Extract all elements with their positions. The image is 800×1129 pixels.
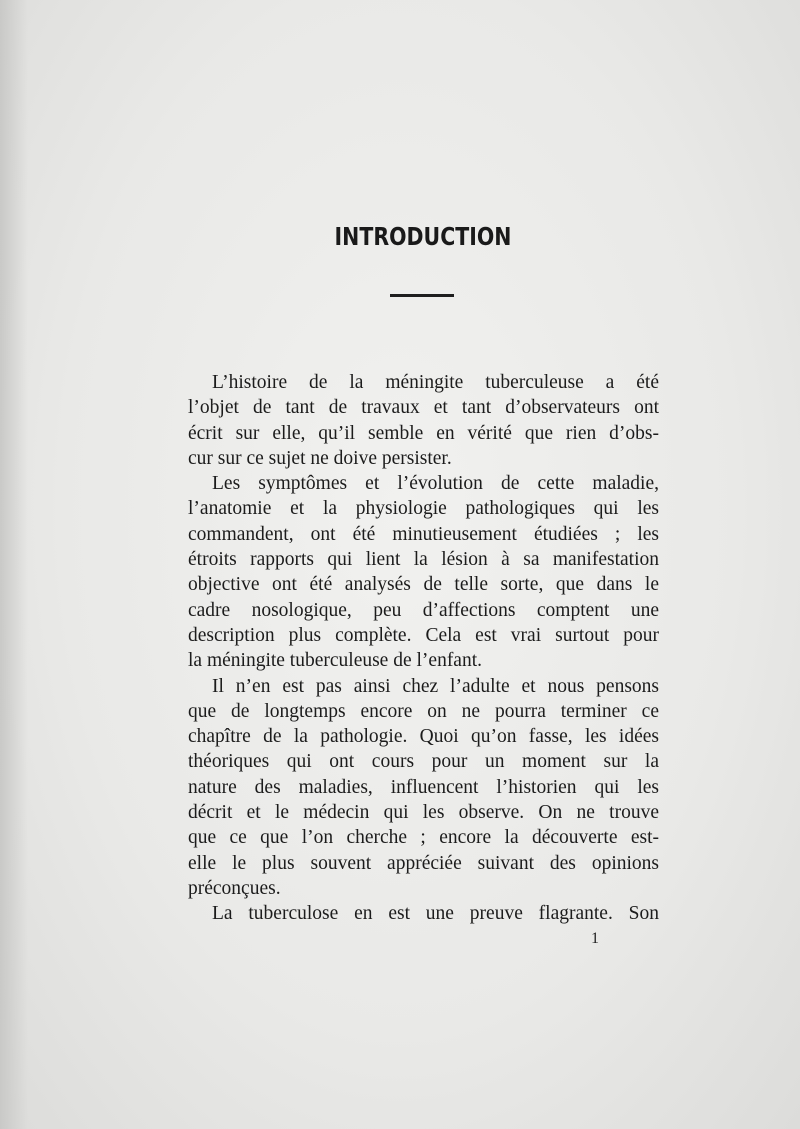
text-line: chapître de la pathologie. Quoi qu’on fasse, les idées xyxy=(188,726,659,748)
body-text xyxy=(188,370,659,927)
text-line: que ce que l’on cherche ; encore la découverte est- xyxy=(188,827,659,849)
text-line: l’objet de tant de travaux et tant d’observateurs ont xyxy=(188,397,659,419)
text-line: elle le plus souvent appréciée suivant des opinions xyxy=(188,852,659,874)
paragraph-2 xyxy=(188,471,659,673)
text-line: commandent, ont été minutieusement étudiées ; les xyxy=(188,523,659,545)
text-line: la méningite tuberculeuse de l’enfant. xyxy=(188,650,483,672)
page-number: 1 xyxy=(591,930,599,947)
text-line: objective ont été analysés de telle sorte, que dans le xyxy=(188,574,659,596)
paragraph-3 xyxy=(188,674,659,902)
paragraph-1 xyxy=(188,370,659,471)
text-line: nature des maladies, influencent l’historien qui les xyxy=(188,776,659,798)
text-line: cur sur ce sujet ne doive persister. xyxy=(188,447,452,469)
text-line: description plus complète. Cela est vrai surtout pour xyxy=(188,624,659,646)
text-line: théoriques qui ont cours pour un moment sur la xyxy=(188,751,659,773)
text-line: L’histoire de la méningite tuberculeuse a été xyxy=(212,372,659,393)
title-rule xyxy=(390,294,454,297)
text-line: Les symptômes et l’évolution de cette maladie, xyxy=(212,473,659,495)
text-line: l’anatomie et la physiologie pathologiques qui les xyxy=(188,498,659,520)
text-line: préconçues. xyxy=(188,877,281,899)
page-gutter-shadow xyxy=(0,0,28,1129)
text-line: décrit et le médecin qui les observe. On ne trouve xyxy=(188,802,659,824)
text-line: Il n’en est pas ainsi chez l’adulte et nous pensons xyxy=(212,675,659,697)
text-line: étroits rapports qui lient la lésion à sa manifestation xyxy=(188,549,659,571)
text-line: écrit sur elle, qu’il semble en vérité que rien d’obs- xyxy=(188,422,659,444)
text-line: que de longtemps encore on ne pourra terminer ce xyxy=(188,700,659,722)
page-title: INTRODUCTION xyxy=(334,222,512,251)
text-line: La tuberculose en est une preuve flagrante. Son xyxy=(212,903,659,925)
text-line: cadre nosologique, peu d’affections comptent une xyxy=(188,599,659,621)
paragraph-4 xyxy=(188,901,659,926)
